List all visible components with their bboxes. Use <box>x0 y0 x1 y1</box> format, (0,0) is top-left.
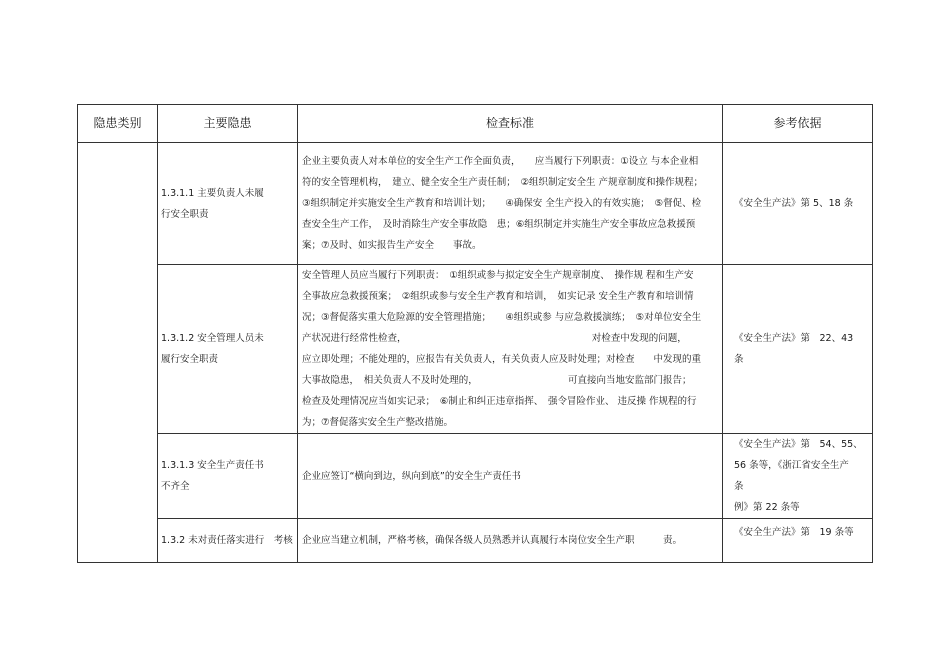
reference-cell <box>723 143 873 265</box>
reference-text: 《安全生产法》第 22、43 <box>734 333 854 344</box>
table-row <box>78 519 873 563</box>
table-row <box>78 143 873 265</box>
reference-text: 《安全生产法》第 5、18 条 <box>734 198 854 209</box>
standard-text: 企业应签订“横向到边，纵向到底”的安全生产责任书 <box>302 470 521 482</box>
hazard-text: 不齐全 <box>161 481 190 492</box>
standard-text: 符的安全管理机构， 建立、健全安全生产责任制； ②组织制定安全生 产规章制度和操作规程； <box>302 177 704 188</box>
standard-cell <box>298 265 723 434</box>
reference-text: 条 <box>734 354 744 365</box>
standard-text: 检查及处理情况应当如实记录； ⑥制止和纠正违章指挥、 强令冒险作业、 违反操 作规程的行 <box>302 396 697 407</box>
reference-text: 《安全生产法》第 54、55、 <box>734 439 863 450</box>
header-main-hazard: 主要隐患 <box>158 105 298 143</box>
standard-cell <box>298 143 723 265</box>
standard-cell <box>298 434 723 519</box>
standard-text: 企业主要负责人对本单位的安全生产工作全面负责， 应当履行下列职责：①设立 与本企业相 <box>302 156 699 167</box>
standard-text: 查安全生产工作， 及时消除生产安全事故隐 患；⑥组织制定并实施生产安全事故应急救援预 <box>302 219 696 230</box>
header-reference: 参考依据 <box>723 105 873 143</box>
standard-text: 为；⑦督促落实安全生产整改措施。 <box>302 417 454 428</box>
standard-text: 安全管理人员应当履行下列职责： ①组织或参与拟定安全生产规章制度、 操作规 程和生产安 <box>302 270 694 281</box>
hazard-text: 履行安全职责 <box>161 354 219 365</box>
hazard-text: 行安全职责 <box>161 208 209 220</box>
hazard-cell <box>158 519 298 563</box>
header-row <box>78 105 873 143</box>
hazard-text: 1.3.2 未对责任落实进行 考核 <box>161 535 293 546</box>
hazard-cell <box>158 143 298 265</box>
reference-cell <box>723 265 873 434</box>
hazard-text: 1.3.1.1 主要负责人未履 <box>161 187 264 199</box>
header-check-standard: 检查标准 <box>298 105 723 143</box>
standard-text: 全事故应急救援预案； ②组织或参与安全生产教育和培训， 如实记录 安全生产教育和培训情 <box>302 291 694 302</box>
category-cell <box>78 143 158 563</box>
reference-cell <box>723 519 873 563</box>
standard-cell <box>298 519 723 563</box>
standard-text: 案；⑦及时、如实报告生产安全 事故。 <box>302 240 482 251</box>
standard-text: ③组织制定并实施安全生产教育和培训计划； ④确保安 全生产投入的有效实施； ⑤督促、检 <box>302 198 702 209</box>
table-row <box>78 265 873 434</box>
reference-cell <box>723 434 873 519</box>
reference-text: 《安全生产法》第 19 条等 <box>734 527 854 538</box>
header-category: 隐患类别 <box>78 105 158 143</box>
reference-text: 56 条等，《浙江省安全生产 条 <box>734 460 859 492</box>
standard-text: 产状况进行经常性检查， 对检查中发现的问题， <box>302 333 687 344</box>
standard-text: 应立即处理；不能处理的，应报告有关负责人，有关负责人应及时处理；对检查 中发现的重 <box>302 354 702 365</box>
hazard-cell <box>158 434 298 519</box>
standard-text: 企业应当建立机制，严格考核，确保各级人员熟悉并认真履行本岗位安全生产职 责。 <box>302 535 683 546</box>
table-row <box>78 434 873 519</box>
reference-text: 例》第 22 条等 <box>734 502 800 513</box>
hazard-text: 1.3.1.2 安全管理人员未 <box>161 333 264 344</box>
standard-text: 大事故隐患， 相关负责人不及时处理的， 可直接向当地安监部门报告； <box>302 375 692 386</box>
standard-text: 况；③督促落实重大危险源的安全管理措施； ④组织或参 与应急救援演练； ⑤对单位安全生 <box>302 312 702 323</box>
hazard-text: 1.3.1.3 安全生产责任书 <box>161 460 264 471</box>
hazard-standards-table <box>77 104 873 563</box>
hazard-cell <box>158 265 298 434</box>
